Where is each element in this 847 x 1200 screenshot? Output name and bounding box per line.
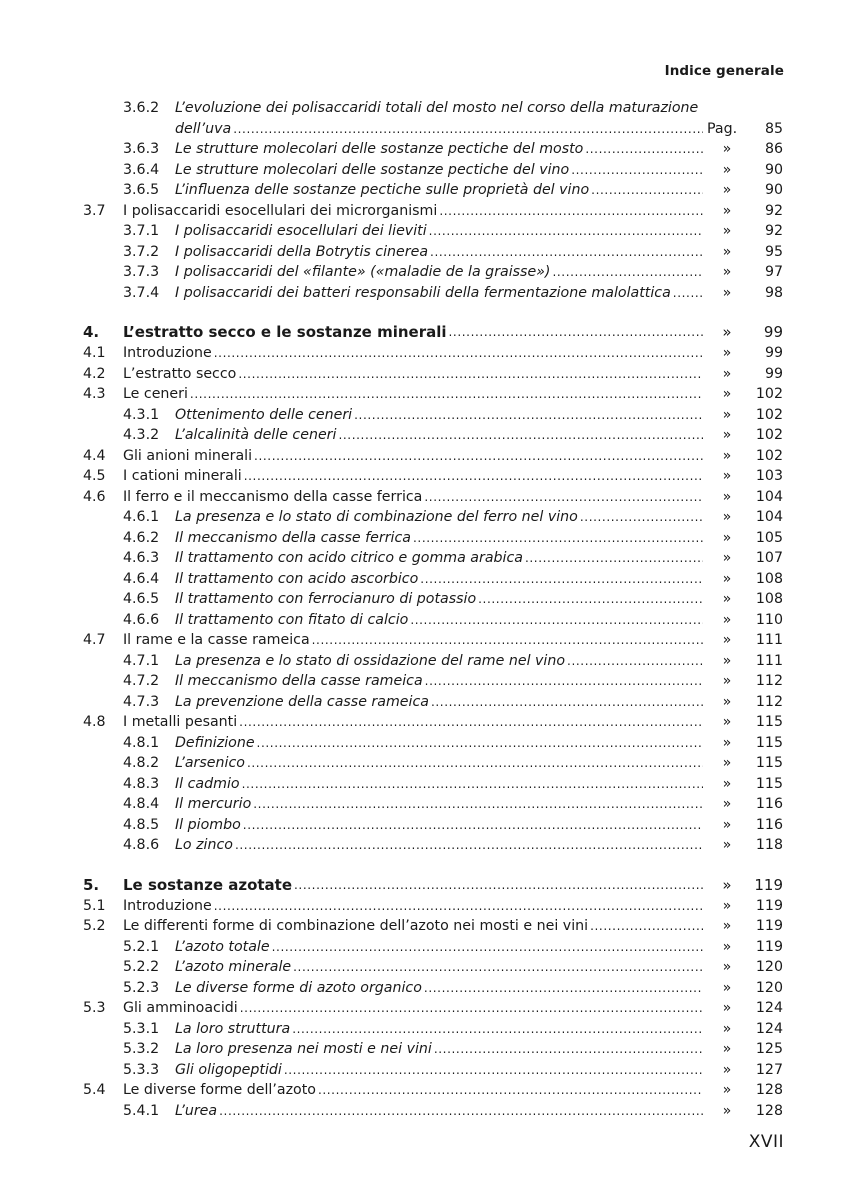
toc-entry-number: 4.3	[83, 386, 106, 402]
dot-leader	[354, 405, 703, 426]
toc-entry	[83, 753, 783, 774]
ditto-mark: »	[722, 386, 732, 402]
toc-entry-page: 104	[755, 509, 783, 525]
dot-leader	[294, 874, 703, 896]
ditto-mark: »	[722, 182, 732, 198]
toc-entry-number: 5.	[83, 875, 100, 894]
toc-entry	[83, 610, 783, 631]
toc-entry-page: 125	[755, 1041, 783, 1057]
dot-leader	[240, 998, 703, 1019]
toc-entry-page: 104	[755, 488, 783, 505]
ditto-mark: »	[722, 837, 732, 853]
toc-entry-number: 5.1	[83, 897, 106, 914]
toc-entry-title: La prevenzione della casse rameica	[175, 693, 429, 710]
ditto-mark: »	[722, 632, 732, 648]
dot-leader	[434, 1039, 703, 1060]
toc-entry-number: 4.4	[83, 447, 106, 464]
ditto-mark: »	[722, 652, 732, 669]
toc-entry-page: 115	[755, 734, 783, 751]
toc-entry-title: La loro presenza nei mosti e nei vini	[175, 1041, 432, 1057]
toc-entry	[83, 364, 783, 385]
toc-entry-title: I polisaccaridi della Botrytis cinerea	[175, 243, 429, 260]
toc-entry-page: 118	[755, 837, 783, 853]
toc-entry-title: L’estratto secco	[123, 365, 237, 382]
toc-entry	[83, 630, 783, 651]
dot-leader	[552, 262, 703, 283]
dot-leader	[243, 815, 703, 836]
dot-leader	[247, 753, 703, 774]
toc-entry-title: Il meccanismo della casse ferrica	[175, 529, 411, 546]
toc-entry-number: 4.8.1	[123, 734, 160, 751]
toc-entry-title: Le strutture molecolari delle sostanze pectiche del mosto	[175, 141, 584, 157]
ditto-mark: »	[722, 365, 732, 382]
ditto-mark: »	[722, 959, 732, 975]
ditto-mark: »	[722, 447, 732, 464]
toc-entry	[83, 201, 783, 222]
toc-entry-page: 102	[755, 427, 783, 443]
dot-leader	[312, 630, 703, 651]
dot-leader	[284, 1060, 703, 1081]
toc-entry	[83, 1039, 783, 1060]
toc-entry-title: La loro struttura	[175, 1020, 291, 1037]
toc-entry-title: L’alcalinità delle ceneri	[175, 427, 337, 443]
toc-entry-title: Introduzione	[123, 897, 212, 914]
ditto-mark: »	[722, 1041, 732, 1057]
toc-entry-page: 116	[755, 816, 783, 833]
toc-entry-title: Il cadmio	[175, 775, 240, 792]
toc-entry-number: 5.2	[83, 918, 106, 934]
toc-entry-title: Il piombo	[175, 816, 241, 833]
ditto-mark: »	[722, 323, 732, 341]
toc-entry-title: Introduzione	[123, 345, 212, 361]
ditto-mark: »	[722, 488, 732, 505]
toc-entry	[83, 487, 783, 508]
toc-entry-number: 3.7.4	[123, 284, 160, 301]
toc-entry-title: Gli anioni minerali	[123, 447, 253, 464]
dot-leader	[253, 794, 703, 815]
toc-entry-title: Gli amminoacidi	[123, 1000, 238, 1016]
toc-entry-number: 5.3.2	[123, 1041, 160, 1057]
toc-entry-page: 128	[755, 1102, 783, 1119]
toc-entry-title: Definizione	[175, 734, 255, 751]
toc-entry	[83, 774, 783, 795]
toc-entry-page: 102	[755, 406, 783, 423]
ditto-mark: »	[722, 1020, 732, 1037]
toc-entry-title: L’urea	[175, 1102, 218, 1119]
toc-entry-page: 86	[764, 141, 783, 157]
ditto-mark: »	[722, 714, 732, 730]
dot-leader	[430, 242, 703, 263]
dot-leader	[425, 671, 703, 692]
toc-entry-title: L’azoto totale	[175, 938, 270, 955]
dot-leader	[242, 774, 703, 795]
toc-entry-page: 95	[764, 243, 783, 260]
toc-entry-title: I polisaccaridi esocellulari dei microrganismi	[123, 202, 438, 219]
dot-leader	[590, 916, 703, 937]
toc-entry-title: Le diverse forme di azoto organico	[175, 979, 422, 996]
ditto-mark: »	[722, 264, 732, 280]
toc-entry	[83, 916, 783, 937]
dot-leader	[449, 321, 704, 343]
toc-entry	[83, 896, 783, 917]
toc-entry-title: Il trattamento con acido citrico e gomma arabica	[175, 550, 523, 566]
toc-entry-page: 112	[755, 693, 783, 710]
toc-entry-number: 4.7	[83, 632, 106, 648]
dot-leader	[567, 651, 703, 672]
toc-entry	[83, 242, 783, 263]
toc-entry-page: 116	[755, 796, 783, 812]
toc-entry	[83, 978, 783, 999]
toc-entry	[83, 528, 783, 549]
ditto-mark: »	[722, 570, 732, 587]
toc-entry-number: 5.2.2	[123, 959, 160, 975]
ditto-mark: »	[722, 1102, 732, 1119]
toc-entry-number: 3.7	[83, 202, 106, 219]
toc-entry-page: 124	[755, 1020, 783, 1037]
toc-entry	[83, 425, 783, 446]
toc-entry-number: 4.6.3	[123, 550, 160, 566]
toc-chapter-entry	[83, 321, 783, 343]
ditto-mark: »	[722, 816, 732, 833]
toc-entry	[83, 548, 783, 569]
toc-entry-page: 85	[764, 120, 783, 137]
dot-leader	[429, 221, 703, 242]
toc-entry	[83, 466, 783, 487]
toc-entry-page: 99	[764, 365, 783, 382]
toc-entry-page: 128	[755, 1082, 783, 1098]
toc-entry	[83, 651, 783, 672]
toc-entry	[83, 1101, 783, 1122]
toc-entry-number: 4.1	[83, 345, 106, 361]
toc-entry	[83, 815, 783, 836]
toc-entry	[83, 712, 783, 733]
ditto-mark: »	[722, 918, 732, 934]
toc-entry	[83, 998, 783, 1019]
toc-entry-title: Le differenti forme di combinazione dell’azoto nei mosti e nei vini	[123, 918, 589, 934]
ditto-mark: »	[722, 161, 732, 178]
ditto-mark: »	[722, 468, 732, 484]
toc-entry	[83, 180, 783, 201]
toc-entry	[83, 405, 783, 426]
ditto-mark: »	[722, 284, 732, 301]
ditto-mark: »	[722, 591, 732, 607]
toc-entry	[83, 1060, 783, 1081]
ditto-mark: »	[722, 141, 732, 157]
toc-entry-title: Le diverse forme dell’azoto	[123, 1082, 316, 1098]
toc-entry-page: 102	[755, 447, 783, 464]
ditto-mark: »	[722, 427, 732, 443]
toc-entry-title: Il meccanismo della casse rameica	[175, 673, 423, 689]
toc-entry-number: 3.7.1	[123, 223, 160, 239]
toc-entry-number: 5.4.1	[123, 1102, 160, 1119]
ditto-mark: »	[722, 693, 732, 710]
toc-entry	[83, 446, 783, 467]
toc-entry-page: 105	[755, 529, 783, 546]
toc-entry-page: 97	[764, 264, 783, 280]
dot-leader	[338, 425, 703, 446]
toc-entry-title: Ottenimento delle ceneri	[175, 406, 353, 423]
dot-leader	[254, 446, 703, 467]
toc-entry-number: 5.3.1	[123, 1020, 160, 1037]
toc-entry-number: 4.8	[83, 714, 106, 730]
toc-entry-page: 120	[755, 979, 783, 996]
toc-entry-page: 115	[755, 714, 783, 730]
ditto-mark: »	[722, 979, 732, 996]
ditto-mark: »	[722, 345, 732, 361]
toc-entry-number: 5.2.3	[123, 979, 160, 996]
toc-entry-title: Il rame e la casse rameica	[123, 632, 310, 648]
toc-entry-page: 90	[764, 161, 783, 178]
dot-leader	[673, 283, 703, 304]
ditto-mark: »	[722, 734, 732, 751]
toc-entry-number: 3.6.2	[123, 100, 160, 116]
toc-entry-title: I cationi minerali	[123, 468, 242, 484]
ditto-mark: »	[722, 875, 732, 894]
toc-entry-page: 119	[755, 918, 783, 934]
toc-entry-title: I polisaccaridi del «filante» («maladie de la graisse»)	[175, 264, 551, 280]
toc-entry-number: 4.5	[83, 468, 106, 484]
toc-entry-page: 120	[755, 959, 783, 975]
dot-leader	[244, 466, 703, 487]
toc-entry-number: 5.4	[83, 1082, 106, 1098]
toc-entry	[83, 283, 783, 304]
toc-entry	[83, 262, 783, 283]
toc-entry	[83, 937, 783, 958]
dot-leader	[239, 712, 703, 733]
toc-entry	[83, 957, 783, 978]
dot-leader	[214, 896, 703, 917]
toc-entry-page: 115	[755, 755, 783, 771]
toc-entry-number: 3.6.3	[123, 141, 160, 157]
dot-leader	[439, 201, 703, 222]
ditto-mark: »	[722, 755, 732, 771]
toc-entry-number: 3.6.5	[123, 182, 160, 198]
toc-entry-number: 4.8.5	[123, 816, 160, 833]
ditto-mark: »	[722, 223, 732, 239]
toc-entry-title: Le ceneri	[123, 386, 188, 402]
toc-entry	[83, 1019, 783, 1040]
dot-leader	[219, 1101, 703, 1122]
toc-entry-page: 98	[764, 284, 783, 301]
toc-entry	[83, 569, 783, 590]
toc-entry	[83, 221, 783, 242]
toc-entry-number: 4.8.6	[123, 837, 160, 853]
toc-entry-title: Lo zinco	[175, 837, 233, 853]
toc-entry-title: Il trattamento con ferrocianuro di potassio	[175, 591, 477, 607]
toc-entry-page: 92	[764, 223, 783, 239]
toc-entry-number: 4.6.4	[123, 570, 160, 587]
toc-entry-title: Il trattamento con acido ascorbico	[175, 570, 419, 587]
dot-leader	[235, 835, 703, 856]
toc-entry-title: Le sostanze azotate	[123, 875, 293, 894]
ditto-mark: »	[722, 611, 732, 628]
dot-leader	[190, 384, 703, 405]
toc-entry-title: L’influenza delle sostanze pectiche sulle proprietà del vino	[175, 182, 590, 198]
toc-entry-number: 4.6	[83, 488, 106, 505]
table-of-contents	[83, 98, 783, 1121]
dot-leader	[233, 119, 703, 140]
ditto-mark: »	[722, 550, 732, 566]
toc-entry-page: 119	[755, 897, 783, 914]
toc-entry-number: 4.7.2	[123, 673, 160, 689]
toc-entry-page: 127	[755, 1061, 783, 1078]
dot-leader	[214, 343, 703, 364]
dot-leader	[431, 692, 703, 713]
dot-leader	[525, 548, 703, 569]
toc-entry-number: 5.3	[83, 1000, 106, 1016]
dot-leader	[591, 180, 703, 201]
ditto-mark: »	[722, 775, 732, 792]
dot-leader	[272, 937, 703, 958]
toc-entry	[83, 384, 783, 405]
ditto-mark: »	[722, 529, 732, 546]
ditto-mark: »	[722, 938, 732, 955]
toc-entry	[83, 835, 783, 856]
toc-entry-number: 4.3.1	[123, 406, 160, 423]
ditto-mark: »	[722, 509, 732, 525]
ditto-mark: »	[722, 796, 732, 812]
toc-entry-number: 4.2	[83, 365, 106, 382]
dot-leader	[571, 160, 703, 181]
dot-leader	[257, 733, 703, 754]
toc-entry-title: Il ferro e il meccanismo della casse ferrica	[123, 488, 423, 505]
toc-entry-title: L’azoto minerale	[175, 959, 292, 975]
dot-leader	[580, 507, 703, 528]
dot-leader	[424, 978, 703, 999]
toc-entry-title: Gli oligopeptidi	[175, 1061, 282, 1078]
toc-entry-page: 108	[755, 570, 783, 587]
toc-entry-number: 4.8.3	[123, 775, 160, 792]
toc-entry-number: 5.2.1	[123, 938, 160, 955]
dot-leader	[293, 957, 703, 978]
toc-entry-number: 4.7.1	[123, 652, 160, 669]
toc-entry	[83, 733, 783, 754]
toc-entry-number: 4.6.6	[123, 611, 160, 628]
toc-entry-page: 92	[764, 202, 783, 219]
ditto-mark: »	[722, 1000, 732, 1016]
toc-entry-number: 4.	[83, 323, 100, 341]
toc-entry	[83, 1080, 783, 1101]
toc-entry-number: 4.7.3	[123, 693, 160, 710]
toc-entry-number: 3.7.2	[123, 243, 160, 260]
toc-entry	[83, 692, 783, 713]
toc-entry-page: 111	[755, 652, 783, 669]
toc-entry-number: 3.6.4	[123, 161, 160, 178]
ditto-mark: »	[722, 1061, 732, 1078]
toc-entry-page: 102	[755, 386, 783, 402]
toc-entry-title: I polisaccaridi dei batteri responsabili della fermentazione malolattica	[175, 284, 671, 301]
page-number: XVII	[748, 1132, 784, 1152]
ditto-mark: »	[722, 1082, 732, 1098]
toc-entry-title-line2: dell’uva	[175, 120, 232, 137]
toc-entry-page: 124	[755, 1000, 783, 1016]
toc-entry-number: 4.8.4	[123, 796, 160, 812]
toc-entry-title: Il mercurio	[175, 796, 252, 812]
dot-leader	[585, 139, 703, 160]
toc-entry-number: 3.7.3	[123, 264, 160, 280]
toc-entry	[83, 794, 783, 815]
toc-entry-page: 107	[755, 550, 783, 566]
toc-entry	[83, 589, 783, 610]
toc-entry-page: 111	[755, 632, 783, 648]
dot-leader	[420, 569, 703, 590]
ditto-mark: »	[722, 897, 732, 914]
toc-entry-number: 4.3.2	[123, 427, 160, 443]
toc-entry-number: 4.6.5	[123, 591, 160, 607]
toc-chapter-entry	[83, 874, 783, 896]
toc-entry-page: 119	[755, 938, 783, 955]
toc-entry-title: Il trattamento con fitato di calcio	[175, 611, 409, 628]
toc-entry-title: L’estratto secco e le sostanze minerali	[123, 323, 447, 341]
toc-entry-title: L’arsenico	[175, 755, 245, 771]
dot-leader	[424, 487, 703, 508]
toc-entry-page: 103	[755, 468, 783, 484]
toc-entry-number: 5.3.3	[123, 1061, 160, 1078]
dot-leader	[478, 589, 703, 610]
ditto-mark: »	[722, 243, 732, 260]
toc-entry	[83, 139, 783, 160]
toc-entry	[83, 98, 783, 139]
page-prefix: Pag.	[707, 120, 738, 137]
toc-entry-title-line1: L’evoluzione dei polisaccaridi totali del mosto nel corso della maturazione	[175, 100, 699, 116]
dot-leader	[292, 1019, 703, 1040]
dot-leader	[238, 364, 703, 385]
dot-leader	[410, 610, 703, 631]
running-header: Indice generale	[664, 63, 784, 79]
toc-entry-page: 99	[763, 323, 783, 341]
ditto-mark: »	[722, 202, 732, 219]
toc-entry-title: Le strutture molecolari delle sostanze pectiche del vino	[175, 161, 570, 178]
toc-entry	[83, 343, 783, 364]
dot-leader	[413, 528, 703, 549]
toc-entry-page: 119	[754, 875, 783, 894]
toc-entry-page: 115	[755, 775, 783, 792]
toc-entry-title: I polisaccaridi esocellulari dei lieviti	[175, 223, 427, 239]
toc-entry-page: 108	[755, 591, 783, 607]
toc-entry-title: I metalli pesanti	[123, 714, 238, 730]
toc-entry-page: 110	[755, 611, 783, 628]
toc-entry	[83, 160, 783, 181]
toc-entry	[83, 507, 783, 528]
toc-entry	[83, 671, 783, 692]
ditto-mark: »	[722, 406, 732, 423]
dot-leader	[318, 1080, 703, 1101]
toc-entry-page: 112	[755, 673, 783, 689]
toc-entry-number: 4.8.2	[123, 755, 160, 771]
ditto-mark: »	[722, 673, 732, 689]
toc-entry-title: La presenza e lo stato di ossidazione del rame nel vino	[175, 652, 566, 669]
toc-entry-number: 4.6.1	[123, 509, 160, 525]
toc-entry-number: 4.6.2	[123, 529, 160, 546]
toc-entry-page: 90	[764, 182, 783, 198]
toc-entry-title: La presenza e lo stato di combinazione del ferro nel vino	[175, 509, 578, 525]
toc-entry-page: 99	[764, 345, 783, 361]
